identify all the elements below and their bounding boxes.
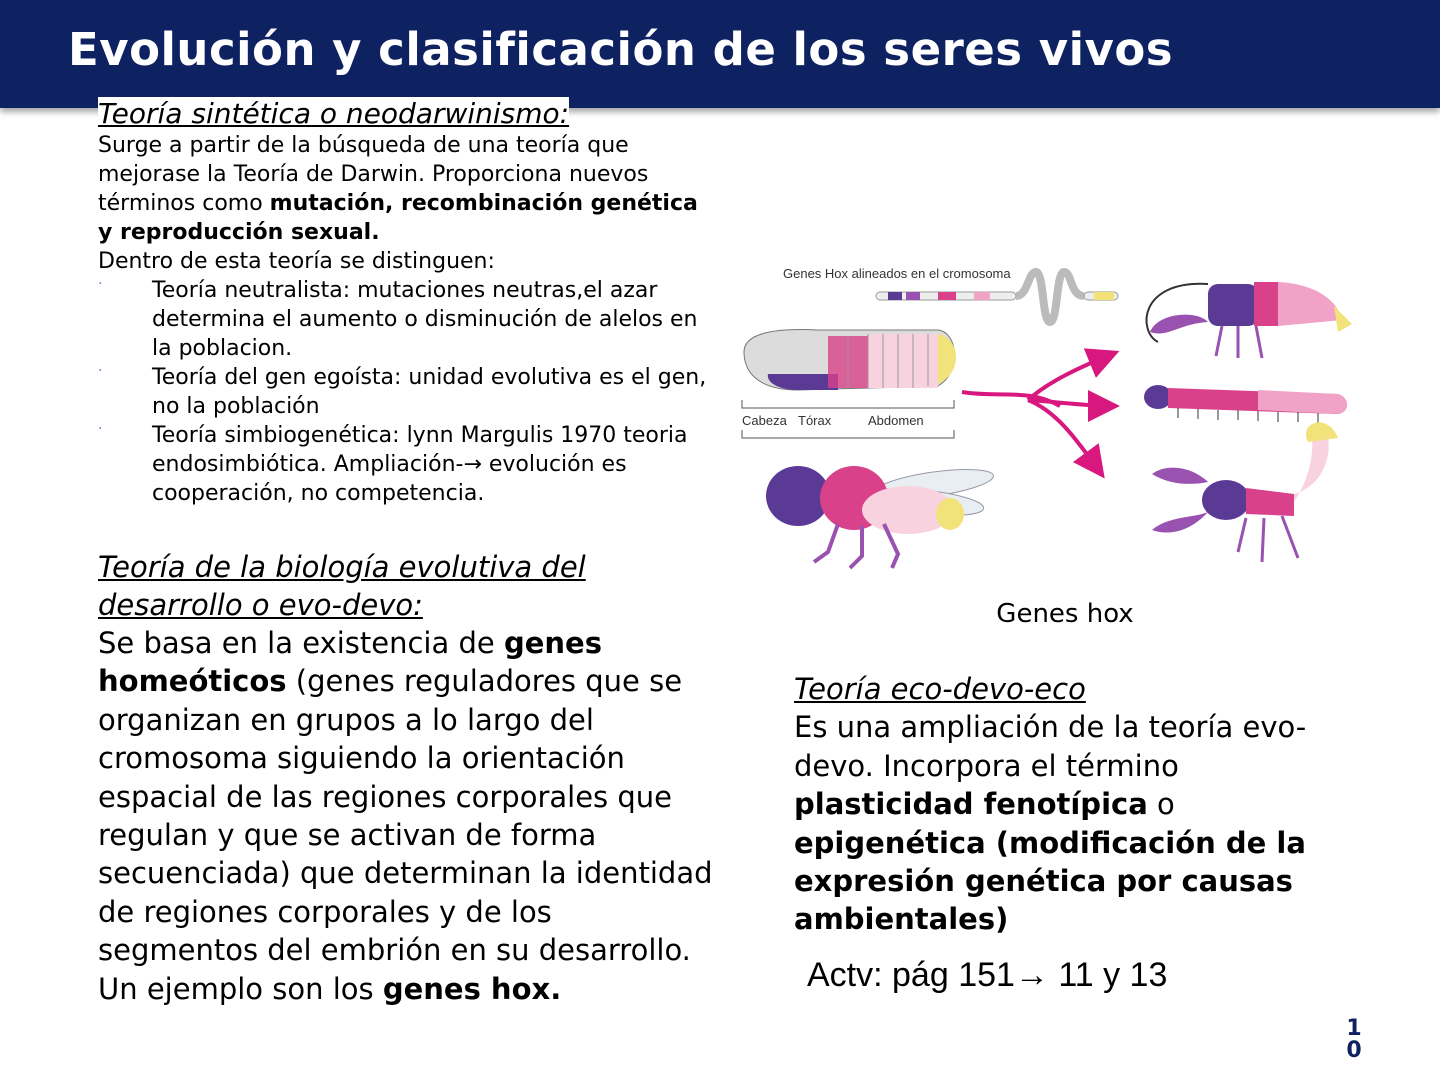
epigenetica-term: epigenética (modificación de la expresión genética por causas ambientales) (794, 825, 1306, 937)
label-abdomen: Abdomen (868, 413, 924, 428)
evo-devo-text-2: (genes reguladores que se organizan en grupos a lo largo del cromosoma siguiendo la orientación espacial de las regiones corporales que regulan y que se activan de forma secuenciada) que determinan la identidad de regiones corporales y de los segmentos del embrión en su desarrollo. Un ejemplo son los (98, 664, 713, 1006)
intro-text: Surge a partir de la búsqueda de una teoría que mejorase la Teoría de Darwin. Proporciona nuevos términos como (98, 133, 649, 216)
activity-note: Actv: pág 151→ 11 y 13 (807, 956, 1168, 994)
evo-devo-title-line2: desarrollo o evo-devo: (98, 588, 423, 622)
genes-homeoticos-term: genes homeóticos (98, 626, 602, 699)
hox-genes-figure (738, 262, 1360, 582)
list-item: · Teoría simbiogenética: lynn Margulis 1970 teoria endosimbiótica. Ampliación-→ evolución es cooperación, no competencia. (98, 421, 718, 508)
label-cabeza: Cabeza (742, 413, 787, 428)
evo-devo-section (98, 548, 718, 1008)
eco-devo-title: Teoría eco-devo-eco (794, 672, 1086, 706)
page-number (1344, 1018, 1364, 1062)
eco-devo-text-2: o (1147, 787, 1175, 822)
eco-devo-text-1: Es una ampliación de la teoría evo-devo. Incorpora el término (794, 710, 1307, 783)
arrows-icon (962, 354, 1112, 472)
sub-theories-list (98, 276, 718, 508)
eco-devo-text (794, 708, 1354, 938)
intro-bold-terms: mutación, recombinación genética y reproducción sexual. (98, 191, 698, 245)
list-item: · Teoría del gen egoísta: unidad evolutiva es el gen, no la población (98, 363, 718, 421)
genes-hox-term: genes hox. (382, 971, 562, 1006)
slide-title: Evolución y clasificación de los seres vivos (68, 23, 1174, 76)
teoria-sintetica-title: Teoría sintética o neodarwinismo: (98, 97, 570, 130)
eco-devo-section (794, 670, 1354, 939)
scorpion-icon (1152, 422, 1338, 562)
list-item: · Teoría neutralista: mutaciones neutras,el azar determina el aumento o disminución de alelos en la poblacion. (98, 276, 718, 363)
evo-devo-text (98, 624, 718, 1008)
page-number-line2: 0 (1346, 1038, 1362, 1063)
distinguen-text: Dentro de esta teoría se distinguen: (98, 249, 495, 274)
page-number-line1: 1 (1346, 1016, 1362, 1041)
teoria-sintetica-section (98, 97, 718, 508)
evo-devo-text-1: Se basa en la existencia de (98, 626, 504, 660)
title-bar (0, 0, 1440, 108)
teoria-sintetica-intro (98, 131, 718, 247)
evo-devo-title-line1: Teoría de la biología evolutiva del (98, 550, 586, 584)
larva-icon (744, 330, 956, 390)
fly-icon (766, 464, 995, 568)
chromosome-label: Genes Hox alineados en el cromosoma (783, 266, 1011, 281)
figure-caption: Genes hox (996, 599, 1134, 629)
plasticidad-term: plasticidad fenotípica (794, 787, 1148, 822)
centipede-icon (1144, 385, 1347, 423)
label-torax: Tórax (798, 413, 832, 428)
lobster-icon (1146, 282, 1352, 358)
